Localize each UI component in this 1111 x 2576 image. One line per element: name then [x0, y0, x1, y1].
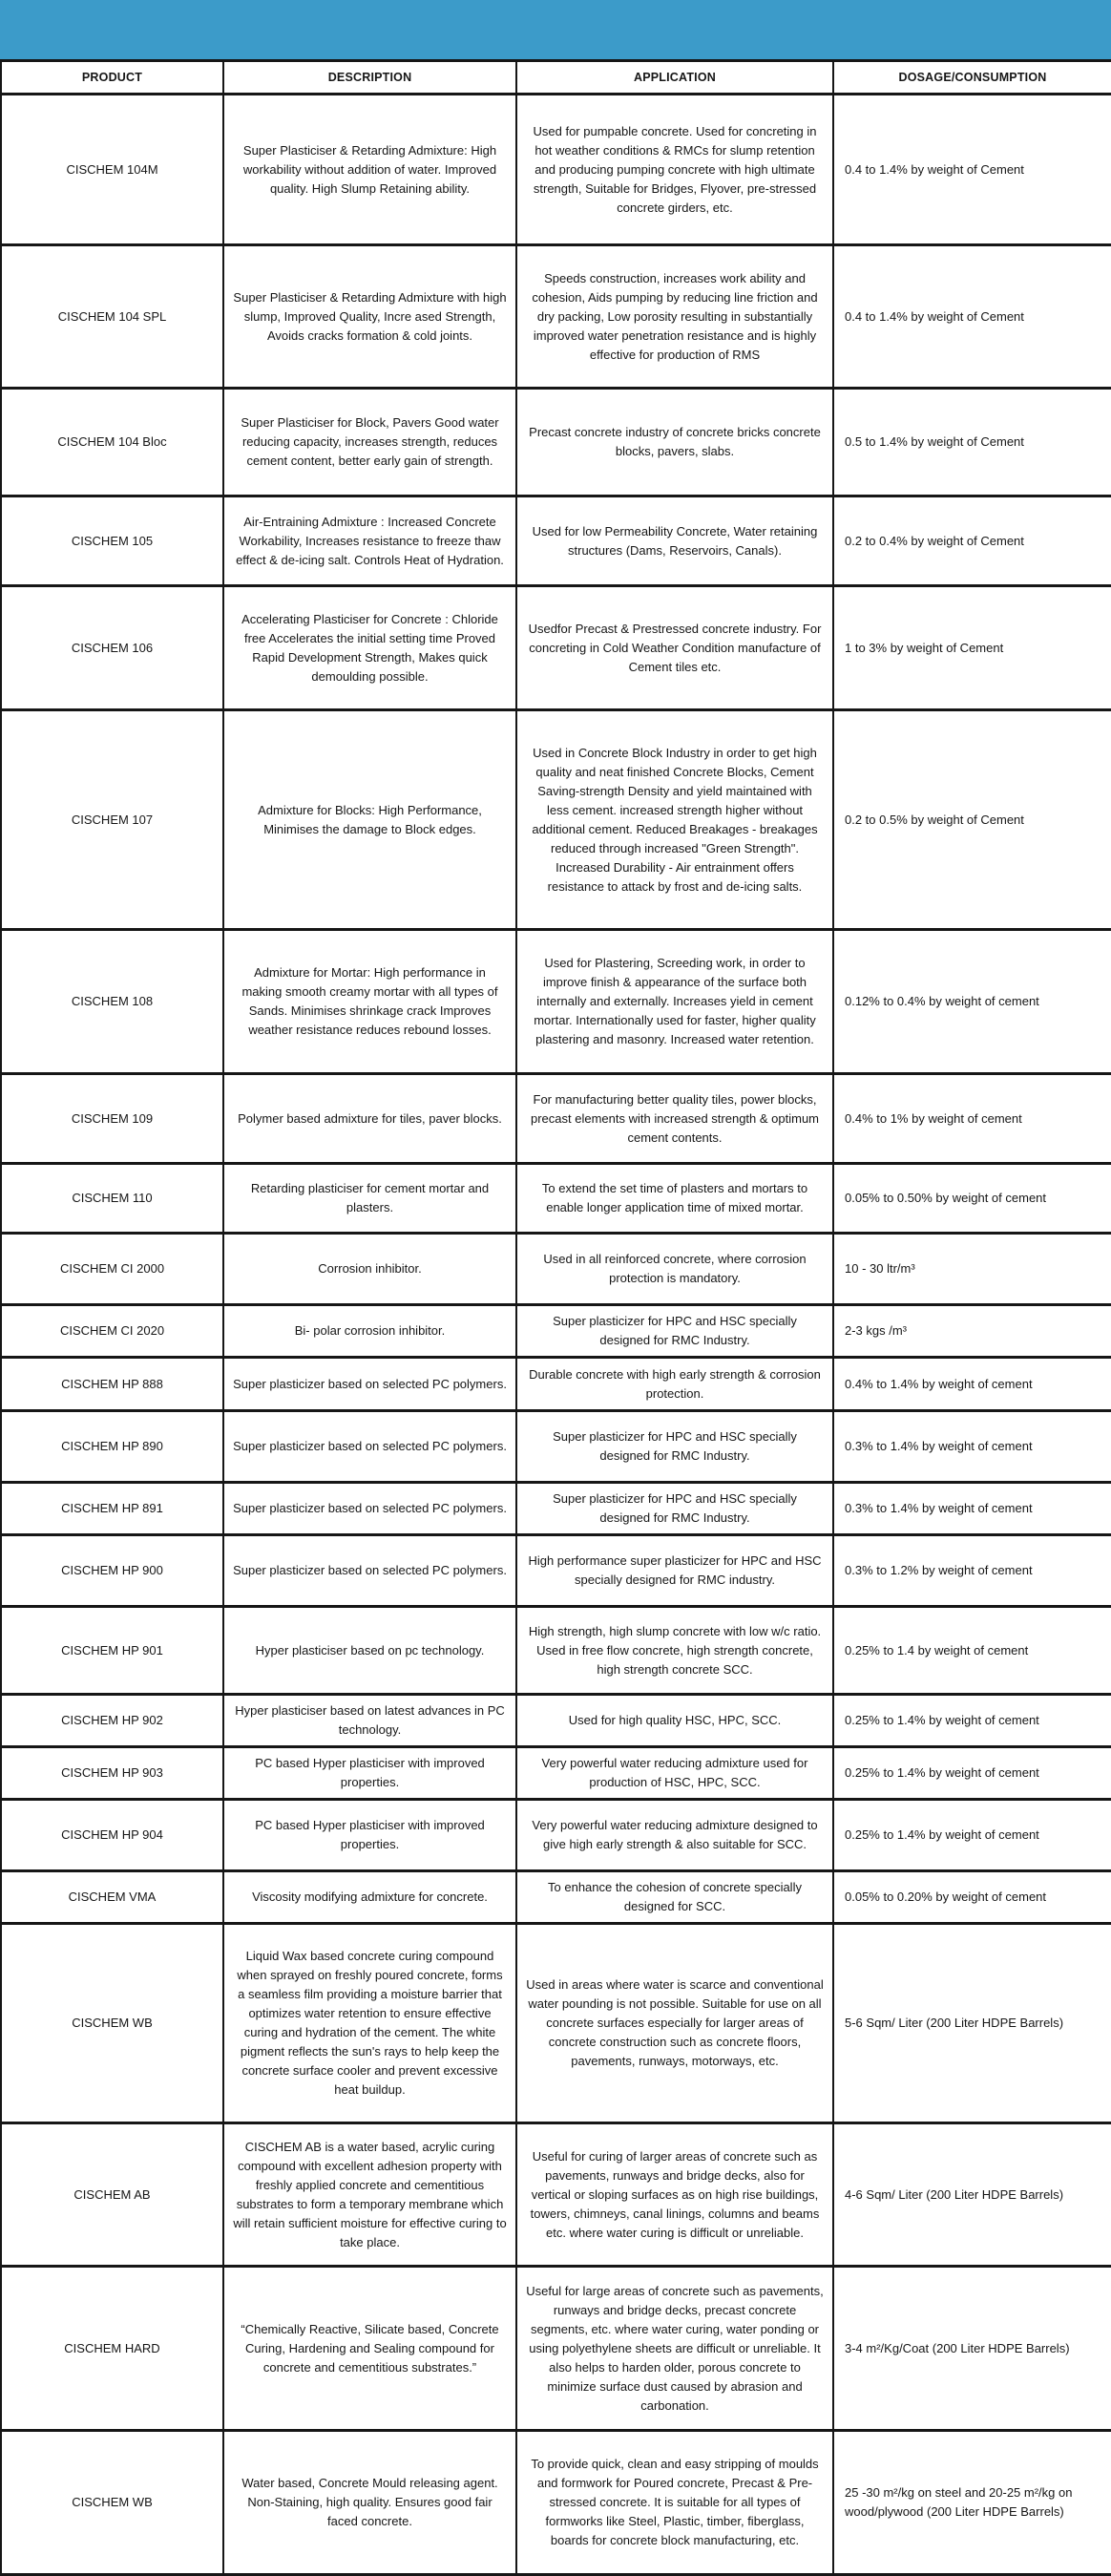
product-name-cell: CISCHEM AB	[1, 2123, 223, 2267]
dosage-cell: 10 - 30 ltr/m³	[833, 1234, 1111, 1305]
product-name-cell: CISCHEM 105	[1, 496, 223, 586]
description-cell: Retarding plasticiser for cement mortar and plasters.	[223, 1164, 516, 1234]
dosage-cell: 0.3% to 1.2% by weight of cement	[833, 1535, 1111, 1607]
table-row	[1, 389, 1111, 496]
application-cell: Precast concrete industry of concrete bricks concrete blocks, pavers, slabs.	[516, 389, 833, 496]
application-cell: High strength, high slump concrete with low w/c ratio. Used in free flow concrete, high strength concrete, high strength concrete SCC.	[516, 1607, 833, 1695]
dosage-cell: 0.25% to 1.4 by weight of cement	[833, 1607, 1111, 1695]
application-cell: Very powerful water reducing admixture designed to give high early strength & also suitable for SCC.	[516, 1800, 833, 1871]
application-cell: To enhance the cohesion of concrete specially designed for SCC.	[516, 1871, 833, 1924]
table-row	[1, 2431, 1111, 2575]
column-header-application: APPLICATION	[516, 61, 833, 95]
dosage-cell: 0.05% to 0.20% by weight of cement	[833, 1871, 1111, 1924]
dosage-cell: 3-4 m²/Kg/Coat (200 Liter HDPE Barrels)	[833, 2267, 1111, 2431]
description-cell: PC based Hyper plasticiser with improved properties.	[223, 1747, 516, 1800]
product-table	[0, 59, 1111, 2576]
application-cell: Used for low Permeability Concrete, Water retaining structures (Dams, Reservoirs, Canals).	[516, 496, 833, 586]
dosage-cell: 2-3 kgs /m³	[833, 1305, 1111, 1358]
description-cell: Super plasticizer based on selected PC polymers.	[223, 1358, 516, 1411]
table-row	[1, 710, 1111, 930]
product-name-cell: CISCHEM CI 2000	[1, 1234, 223, 1305]
table-row	[1, 1234, 1111, 1305]
application-cell: Used in all reinforced concrete, where corrosion protection is mandatory.	[516, 1234, 833, 1305]
description-cell: CISCHEM AB is a water based, acrylic curing compound with excellent adhesion property with freshly applied concrete and cementitious substrates to form a temporary membrane which will retain sufficient moisture for effective curing to take place.	[223, 2123, 516, 2267]
table-row	[1, 1411, 1111, 1483]
column-header-dosage: DOSAGE/CONSUMPTION	[833, 61, 1111, 95]
product-name-cell: CISCHEM 108	[1, 930, 223, 1074]
dosage-cell: 4-6 Sqm/ Liter (200 Liter HDPE Barrels)	[833, 2123, 1111, 2267]
dosage-cell: 5-6 Sqm/ Liter (200 Liter HDPE Barrels)	[833, 1924, 1111, 2123]
product-name-cell: CISCHEM HP 904	[1, 1800, 223, 1871]
product-name-cell: CISCHEM HARD	[1, 2267, 223, 2431]
product-name-cell: CISCHEM HP 888	[1, 1358, 223, 1411]
dosage-cell: 0.4 to 1.4% by weight of Cement	[833, 95, 1111, 245]
table-row	[1, 1747, 1111, 1800]
application-cell: Durable concrete with high early strength & corrosion protection.	[516, 1358, 833, 1411]
application-cell: Speeds construction, increases work ability and cohesion, Aids pumping by reducing line friction and dry packing, Low porosity resulting in substantially improved water penetration resistance and is highly effective for production of RMS	[516, 245, 833, 389]
application-cell: Very powerful water reducing admixture used for production of HSC, HPC, SCC.	[516, 1747, 833, 1800]
product-name-cell: CISCHEM WB	[1, 2431, 223, 2575]
table-row	[1, 1305, 1111, 1358]
table-row	[1, 1358, 1111, 1411]
product-name-cell: CISCHEM 104 SPL	[1, 245, 223, 389]
header-row	[1, 61, 1111, 95]
description-cell: “Chemically Reactive, Silicate based, Concrete Curing, Hardening and Sealing compound for concrete and cementitious substrates.”	[223, 2267, 516, 2431]
table-row	[1, 1924, 1111, 2123]
application-cell: Useful for large areas of concrete such as pavements, runways and bridge decks, precast concrete segments, etc. where water curing, water ponding or using polyethylene sheets are difficult or unreliable. It also helps to harden older, porous concrete to minimize surface dust caused by abrasion and carbonation.	[516, 2267, 833, 2431]
description-cell: Super plasticizer based on selected PC polymers.	[223, 1535, 516, 1607]
table-row	[1, 1074, 1111, 1164]
description-cell: Hyper plasticiser based on pc technology.	[223, 1607, 516, 1695]
dosage-cell: 0.2 to 0.4% by weight of Cement	[833, 496, 1111, 586]
description-cell: Super Plasticiser for Block, Pavers Good water reducing capacity, increases strength, reduces cement content, better early gain of strength.	[223, 389, 516, 496]
dosage-cell: 0.3% to 1.4% by weight of cement	[833, 1483, 1111, 1535]
dosage-cell: 0.2 to 0.5% by weight of Cement	[833, 710, 1111, 930]
description-cell: Admixture for Mortar: High performance in making smooth creamy mortar with all types of Sands. Minimises shrinkage crack Improves weather resistance reduces rebound losses.	[223, 930, 516, 1074]
table-row	[1, 1164, 1111, 1234]
application-cell: To extend the set time of plasters and mortars to enable longer application time of mixed mortar.	[516, 1164, 833, 1234]
dosage-cell: 0.25% to 1.4% by weight of cement	[833, 1695, 1111, 1747]
product-name-cell: CISCHEM HP 891	[1, 1483, 223, 1535]
application-cell: Used in areas where water is scarce and conventional water pounding is not possible. Suitable for use on all concrete surfaces especially for larger areas of concrete construction such as concrete floors, pavements, runways, motorways, etc.	[516, 1924, 833, 2123]
table-row	[1, 1800, 1111, 1871]
description-cell: Super plasticizer based on selected PC polymers.	[223, 1483, 516, 1535]
application-cell: For manufacturing better quality tiles, power blocks, precast elements with increased strength & optimum cement contents.	[516, 1074, 833, 1164]
dosage-cell: 0.05% to 0.50% by weight of cement	[833, 1164, 1111, 1234]
description-cell: Polymer based admixture for tiles, paver blocks.	[223, 1074, 516, 1164]
table-row	[1, 1607, 1111, 1695]
dosage-cell: 0.4% to 1.4% by weight of cement	[833, 1358, 1111, 1411]
product-name-cell: CISCHEM HP 901	[1, 1607, 223, 1695]
application-cell: To provide quick, clean and easy stripping of moulds and formwork for Poured concrete, Precast & Pre-stressed concrete. It is suitable for all types of formworks like Steel, Plastic, timber, fiberglass, boards for concrete block manufacturing, etc.	[516, 2431, 833, 2575]
product-name-cell: CISCHEM HP 902	[1, 1695, 223, 1747]
description-cell: Bi- polar corrosion inhibitor.	[223, 1305, 516, 1358]
table-row	[1, 95, 1111, 245]
product-name-cell: CISCHEM HP 890	[1, 1411, 223, 1483]
application-cell: Super plasticizer for HPC and HSC specially designed for RMC Industry.	[516, 1305, 833, 1358]
dosage-cell: 0.4 to 1.4% by weight of Cement	[833, 245, 1111, 389]
description-cell: Accelerating Plasticiser for Concrete : Chloride free Accelerates the initial setting time Proved Rapid Development Strength, Makes quick demoulding possible.	[223, 586, 516, 710]
table-row	[1, 1695, 1111, 1747]
description-cell: Viscosity modifying admixture for concrete.	[223, 1871, 516, 1924]
table-row	[1, 1483, 1111, 1535]
table-row	[1, 1871, 1111, 1924]
application-cell: High performance super plasticizer for HPC and HSC specially designed for RMC industry.	[516, 1535, 833, 1607]
dosage-cell: 0.3% to 1.4% by weight of cement	[833, 1411, 1111, 1483]
table-row	[1, 586, 1111, 710]
description-cell: PC based Hyper plasticiser with improved properties.	[223, 1800, 516, 1871]
description-cell: Super Plasticiser & Retarding Admixture with high slump, Improved Quality, Incre ased Strength, Avoids cracks formation & cold joints.	[223, 245, 516, 389]
table-row	[1, 2267, 1111, 2431]
dosage-cell: 0.4% to 1% by weight of cement	[833, 1074, 1111, 1164]
column-header-description: DESCRIPTION	[223, 61, 516, 95]
application-cell: Used for pumpable concrete. Used for concreting in hot weather conditions & RMCs for slump retention and producing pumping concrete with high ultimate strength, Suitable for Bridges, Flyover, pre-stressed concrete girders, etc.	[516, 95, 833, 245]
description-cell: Super plasticizer based on selected PC polymers.	[223, 1411, 516, 1483]
product-name-cell: CISCHEM 109	[1, 1074, 223, 1164]
description-cell: Hyper plasticiser based on latest advances in PC technology.	[223, 1695, 516, 1747]
product-name-cell: CISCHEM HP 900	[1, 1535, 223, 1607]
application-cell: Used for Plastering, Screeding work, in order to improve finish & appearance of the surface both internally and externally. Increases yield in cement mortar. Internationally used for faster, higher quality plastering and masonry. Increased water retention.	[516, 930, 833, 1074]
product-name-cell: CISCHEM 104M	[1, 95, 223, 245]
product-name-cell: CISCHEM 104 Bloc	[1, 389, 223, 496]
table-row	[1, 245, 1111, 389]
product-name-cell: CISCHEM WB	[1, 1924, 223, 2123]
dosage-cell: 0.25% to 1.4% by weight of cement	[833, 1800, 1111, 1871]
description-cell: Water based, Concrete Mould releasing agent. Non-Staining, high quality. Ensures good fair faced concrete.	[223, 2431, 516, 2575]
application-cell: Super plasticizer for HPC and HSC specially designed for RMC Industry.	[516, 1483, 833, 1535]
dosage-cell: 0.25% to 1.4% by weight of cement	[833, 1747, 1111, 1800]
column-header-product: PRODUCT	[1, 61, 223, 95]
application-cell: Useful for curing of larger areas of concrete such as pavements, runways and bridge decks, also for vertical or sloping surfaces as on high rise buildings, towers, chimneys, canal linings, columns and beams etc. where water curing is difficult or unreliable.	[516, 2123, 833, 2267]
product-name-cell: CISCHEM HP 903	[1, 1747, 223, 1800]
dosage-cell: 1 to 3% by weight of Cement	[833, 586, 1111, 710]
product-name-cell: CISCHEM 106	[1, 586, 223, 710]
description-cell: Air-Entraining Admixture : Increased Concrete Workability, Increases resistance to freeze thaw effect & de-icing salt. Controls Heat of Hydration.	[223, 496, 516, 586]
table-row	[1, 496, 1111, 586]
product-name-cell: CISCHEM 107	[1, 710, 223, 930]
description-cell: Liquid Wax based concrete curing compound when sprayed on freshly poured concrete, forms a seamless film providing a moisture barrier that optimizes water retention to ensure effective curing and hydration of the cement. The white pigment reflects the sun's rays to help keep the concrete surface cooler and prevent excessive heat buildup.	[223, 1924, 516, 2123]
application-cell: Super plasticizer for HPC and HSC specially designed for RMC Industry.	[516, 1411, 833, 1483]
dosage-cell: 0.5 to 1.4% by weight of Cement	[833, 389, 1111, 496]
table-row	[1, 2123, 1111, 2267]
product-name-cell: CISCHEM VMA	[1, 1871, 223, 1924]
description-cell: Super Plasticiser & Retarding Admixture: High workability without addition of water. Improved quality. High Slump Retaining ability.	[223, 95, 516, 245]
application-cell: Used for high quality HSC, HPC, SCC.	[516, 1695, 833, 1747]
description-cell: Admixture for Blocks: High Performance, Minimises the damage to Block edges.	[223, 710, 516, 930]
table-row	[1, 930, 1111, 1074]
product-table-body	[1, 95, 1111, 2575]
product-name-cell: CISCHEM 110	[1, 1164, 223, 1234]
application-cell: Usedfor Precast & Prestressed concrete industry. For concreting in Cold Weather Condition manufacture of Cement tiles etc.	[516, 586, 833, 710]
description-cell: Corrosion inhibitor.	[223, 1234, 516, 1305]
product-name-cell: CISCHEM CI 2020	[1, 1305, 223, 1358]
dosage-cell: 25 -30 m²/kg on steel and 20-25 m²/kg on wood/plywood (200 Liter HDPE Barrels)	[833, 2431, 1111, 2575]
table-row	[1, 1535, 1111, 1607]
dosage-cell: 0.12% to 0.4% by weight of cement	[833, 930, 1111, 1074]
application-cell: Used in Concrete Block Industry in order to get high quality and neat finished Concrete Blocks, Cement Saving-strength Density and yield maintained with less cement. increased strength higher without additional cement. Reduced Breakages - breakages reduced through increased "Green Strength". Increased Durability - Air entrainment offers resistance to attack by frost and de-icing salts.	[516, 710, 833, 930]
top-banner	[0, 0, 1111, 59]
